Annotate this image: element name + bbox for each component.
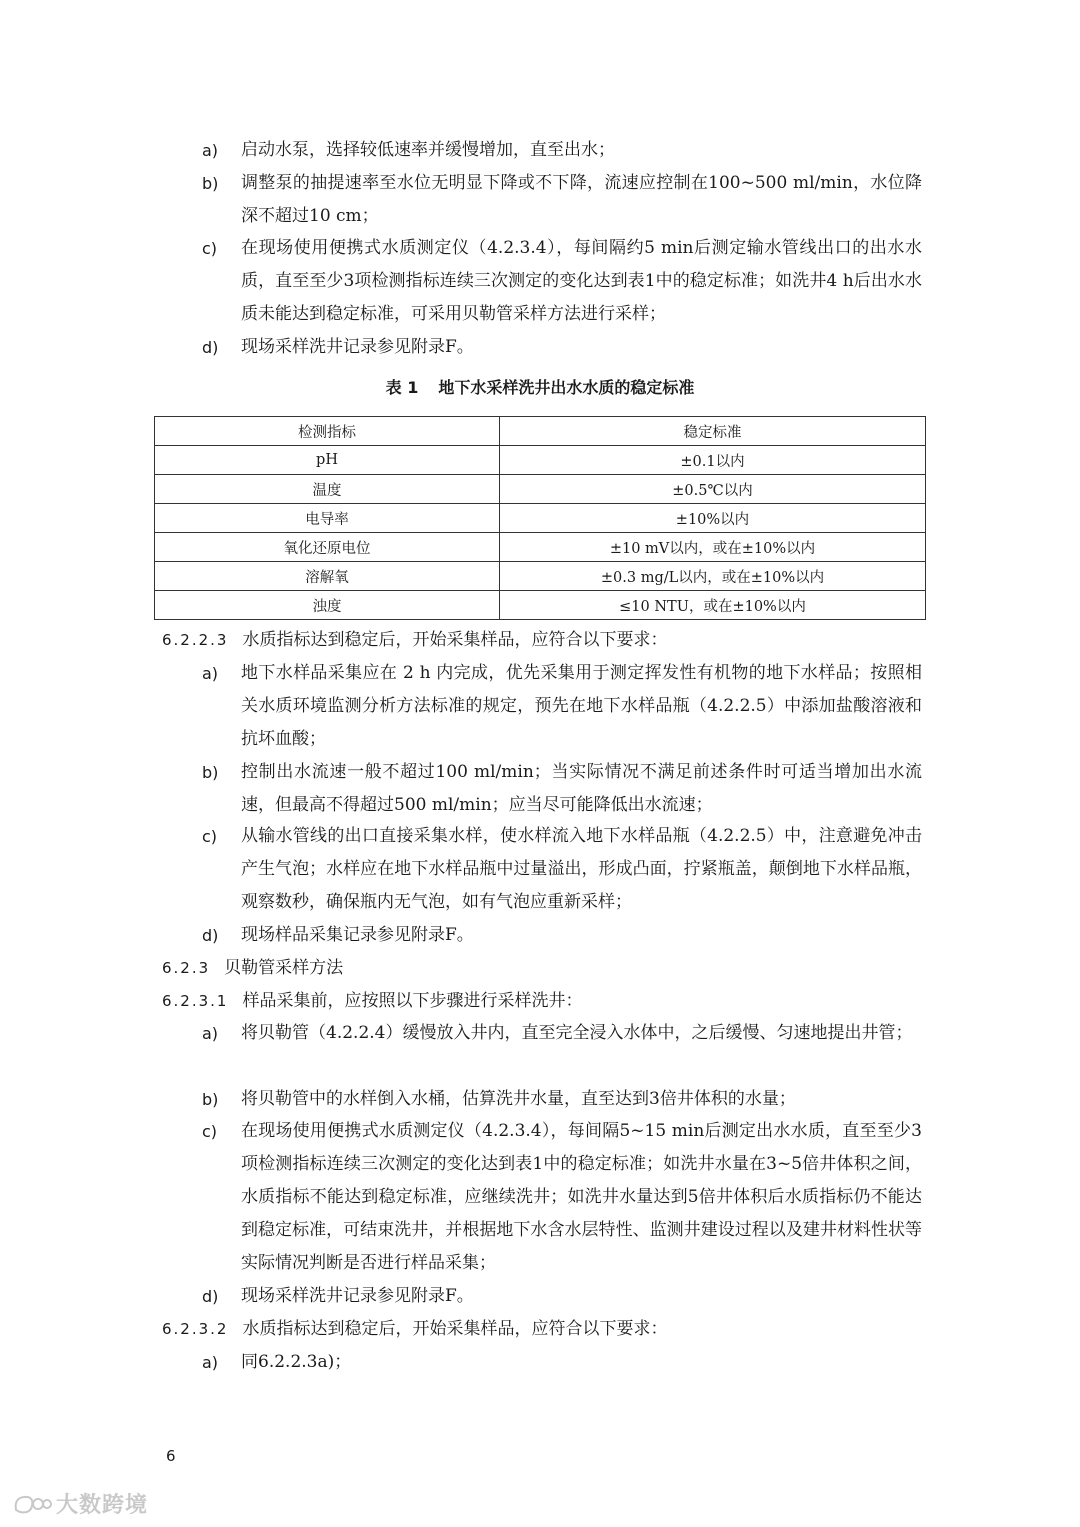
table-header-cell: 稳定标准 [500,417,926,446]
table-cell: ±0.5℃以内 [500,475,926,504]
table-cell: pH [155,446,500,475]
section-heading [162,952,343,985]
table-cell: ±0.1以内 [500,446,926,475]
table-row [155,446,926,475]
table-caption [0,374,1080,402]
list-item-label: a) [202,664,219,683]
list-item [202,1115,922,1280]
list-item-text: 从输水管线的出口直接采集水样，使水样流入地下水样品瓶（4.2.2.5）中，注意避免冲击产生气泡；水样应在地下水样品瓶中过量溢出，形成凸面，拧紧瓶盖，颠倒地下水样品瓶，观察数秒，确保瓶内无气泡，如有气泡应重新采样； [241,826,922,912]
list-item-text: 现场样品采集记录参见附录F。 [241,925,474,945]
list-item [202,232,922,331]
table-row [155,562,926,591]
table-row [155,504,926,533]
list-item-label: a) [202,141,219,160]
list-item [202,1346,922,1379]
list-item [202,919,922,952]
list-item-text: 在现场使用便携式水质测定仪（4.2.3.4），每间隔5~15 min后测定出水水质，直至至少3项检测指标连续三次测定的变化达到表1中的稳定标准；如洗井水量在3~5倍井体积之间，水质指标不能达到稳定标准，应继续洗井；如洗井水量达到5倍井体积后水质指标仍不能达到稳定标准，可结束洗井，并根据地下水含水层特性、监测井建设过程以及建井材料性状等实际情况判断是否进行样品采集； [241,1121,922,1273]
table-cell: ±10%以内 [500,504,926,533]
table-cell: ±0.3 mg/L以内，或在±10%以内 [500,562,926,591]
list-item [202,820,922,919]
section-number: 6.2.3 [162,959,211,977]
list-item [202,1017,922,1050]
list-item [202,756,922,822]
page-number: 6 [166,1447,176,1465]
list-item-text: 同6.2.2.3a)； [241,1352,352,1372]
section-number: 6.2.3.1 [162,992,229,1010]
list-item-label: b) [202,174,219,193]
section-text: 样品采集前，应按照以下步骤进行采样洗井： [242,991,583,1011]
list-item-label: c) [202,1122,218,1141]
list-item-label: c) [202,827,218,846]
list-item-text: 将贝勒管中的水样倒入水桶，估算洗井水量，直至达到3倍井体积的水量； [241,1089,796,1109]
section-text: 贝勒管采样方法 [224,958,344,978]
list-item [202,1083,922,1116]
list-item [202,331,922,364]
section-heading [162,624,667,657]
list-item-text: 调整泵的抽提速率至水位无明显下降或不下降，流速应控制在100~500 ml/min，水位降深不超过10 cm； [241,173,922,226]
table-cell: 电导率 [155,504,500,533]
watermark-logo-icon [12,1492,52,1516]
list-item [202,167,922,233]
list-item-text: 将贝勒管（4.2.2.4）缓慢放入井内，直至完全浸入水体中，之后缓慢、匀速地提出井管； [241,1023,913,1043]
list-item-label: d) [202,1287,219,1306]
table-cell: 氧化还原电位 [155,533,500,562]
list-item-text: 在现场使用便携式水质测定仪（4.2.3.4），每间隔约5 min后测定输水管线出口的出水水质，直至至少3项检测指标连续三次测定的变化达到表1中的稳定标准；如洗井4 h后出水水质未能达到稳定标准，可采用贝勒管采样方法进行采样； [241,238,922,324]
table-caption-number: 表 1 [385,378,419,397]
table-row [155,591,926,620]
list-item-text: 现场采样洗井记录参见附录F。 [241,1286,474,1306]
list-item-text: 现场采样洗井记录参见附录F。 [241,337,474,357]
list-item-label: b) [202,763,219,782]
section-text: 水质指标达到稳定后，开始采集样品，应符合以下要求： [242,1319,668,1339]
list-item [202,1280,922,1313]
watermark [12,1488,148,1519]
table-cell: ±10 mV以内，或在±10%以内 [500,533,926,562]
table-cell: ≤10 NTU，或在±10%以内 [500,591,926,620]
list-item-label: a) [202,1024,219,1043]
table-row [155,475,926,504]
section-text: 水质指标达到稳定后，开始采集样品，应符合以下要求： [242,630,668,650]
list-item-label: a) [202,1353,219,1372]
list-item-label: c) [202,239,218,258]
section-heading [162,985,582,1018]
table-cell: 溶解氧 [155,562,500,591]
table-caption-title: 地下水采样洗井出水水质的稳定标准 [438,378,695,397]
list-item-text: 地下水样品采集应在 2 h 内完成，优先采集用于测定挥发性有机物的地下水样品；按照相关水质环境监测分析方法标准的规定，预先在地下水样品瓶（4.2.2.5）中添加盐酸溶液和抗坏血酸； [241,663,922,749]
watermark-text: 大数跨境 [56,1493,149,1518]
list-item-text: 启动水泵，选择较低速率并缓慢增加，直至出水； [241,140,615,160]
table-cell: 温度 [155,475,500,504]
list-item-label: d) [202,338,219,357]
table-header-row [155,417,926,446]
list-item [202,134,922,167]
list-item-label: b) [202,1090,219,1109]
stability-standard-table [154,416,926,620]
list-item [202,657,922,756]
section-heading [162,1313,667,1346]
list-item-label: d) [202,926,219,945]
table-cell: 浊度 [155,591,500,620]
list-item-text: 控制出水流速一般不超过100 ml/min；当实际情况不满足前述条件时可适当增加出水流速，但最高不得超过500 ml/min；应当尽可能降低出水流速； [241,762,922,815]
section-number: 6.2.2.3 [162,631,229,649]
section-number: 6.2.3.2 [162,1320,229,1338]
table-header-cell: 检测指标 [155,417,500,446]
table-row [155,533,926,562]
